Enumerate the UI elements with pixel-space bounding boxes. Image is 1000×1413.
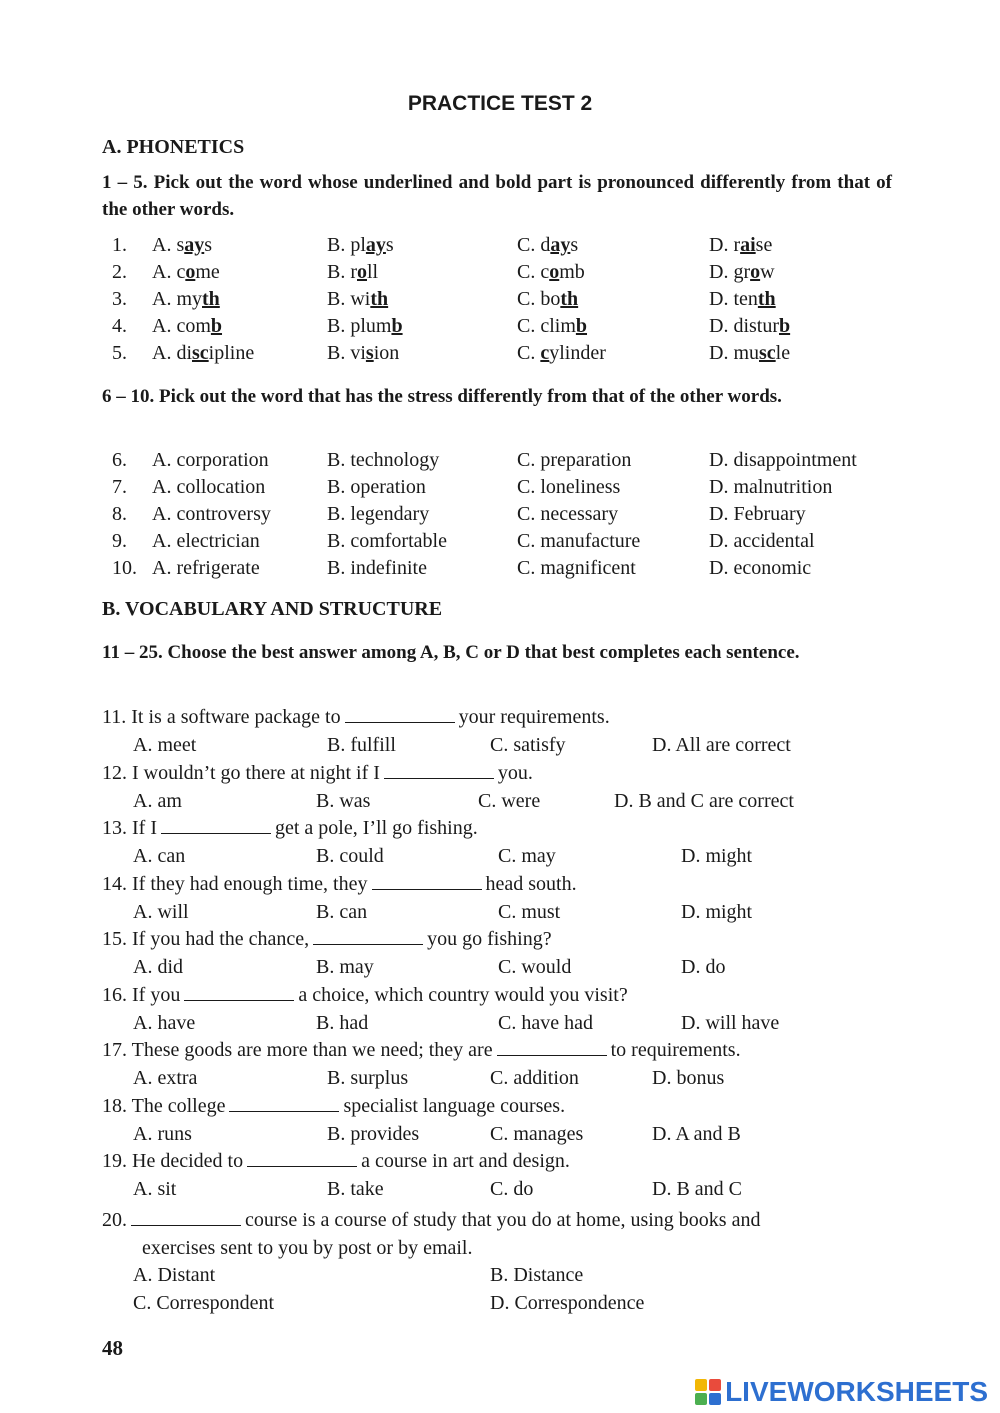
- option-b[interactable]: B. was: [316, 789, 371, 812]
- option-d[interactable]: D. will have: [681, 1011, 780, 1034]
- item-number: 7.: [112, 476, 127, 498]
- stress-row: [0, 503, 1000, 529]
- option-c[interactable]: C. days: [517, 234, 579, 256]
- option-a[interactable]: A. meet: [133, 734, 197, 756]
- liveworksheets-logo-icon: [695, 1379, 721, 1405]
- underlined-part: b: [210, 315, 223, 337]
- option-c[interactable]: C. preparation: [517, 449, 632, 471]
- option-d[interactable]: D. bonus: [652, 1067, 725, 1089]
- liveworksheets-watermark: [695, 1376, 988, 1408]
- item-number: 1.: [112, 234, 127, 256]
- option-b[interactable]: B. provides: [327, 1122, 420, 1145]
- option-c[interactable]: C. climb: [517, 315, 588, 337]
- option-b[interactable]: B. may: [316, 956, 374, 978]
- question-20-line2: exercises sent to you by post or by email.: [142, 1237, 473, 1259]
- option-a[interactable]: A. says: [152, 234, 213, 256]
- question-text: 11. It is a software package to: [102, 706, 341, 728]
- question-text: 16. If you: [102, 983, 181, 1006]
- question-text-end: head south.: [485, 872, 577, 895]
- option-a[interactable]: A. collocation: [152, 476, 266, 498]
- question-options: [0, 1067, 1000, 1093]
- question-stem: [102, 762, 533, 785]
- question-20-stem: [102, 1209, 760, 1232]
- option-b[interactable]: B. technology: [327, 449, 440, 471]
- item-number: 10.: [112, 557, 137, 579]
- section-b-heading: B. VOCABULARY AND STRUCTURE: [102, 598, 443, 620]
- question-stem: [102, 817, 478, 840]
- phonetics-row: [0, 234, 1000, 260]
- question-stem: [102, 1039, 741, 1062]
- underlined-part: th: [202, 288, 220, 310]
- underlined-part: o: [357, 261, 367, 283]
- question-text-end: you go fishing?: [427, 928, 552, 950]
- stress-row: [0, 557, 1000, 583]
- option-a[interactable]: A. sit: [133, 1178, 177, 1200]
- underlined-part: o: [185, 261, 196, 283]
- answer-blank[interactable]: [184, 984, 294, 1001]
- option-c[interactable]: C. would: [498, 956, 572, 978]
- underlined-part: o: [750, 261, 761, 283]
- underlined-part: th: [757, 288, 776, 310]
- underlined-part: s: [365, 342, 374, 364]
- option-a[interactable]: A. myth: [152, 288, 220, 310]
- item-number: 6.: [112, 449, 127, 471]
- question-options: [0, 1012, 1000, 1038]
- question-stem: [102, 706, 610, 729]
- option-d[interactable]: D. February: [709, 503, 806, 525]
- option-d[interactable]: D. B and C: [652, 1178, 742, 1200]
- answer-blank[interactable]: [313, 928, 423, 945]
- option-c[interactable]: C. manufacture: [517, 530, 641, 552]
- question-text: 14. If they had enough time, they: [102, 872, 368, 895]
- question-text: 19. He decided to: [102, 1150, 244, 1172]
- option-a[interactable]: A. electrician: [152, 530, 260, 552]
- answer-blank[interactable]: [497, 1039, 607, 1056]
- question-options: [0, 845, 1000, 871]
- question-stem: [102, 1095, 565, 1118]
- option-b[interactable]: B. could: [316, 845, 384, 867]
- item-number: 2.: [112, 261, 127, 283]
- option-c[interactable]: C. were: [478, 789, 541, 812]
- answer-blank[interactable]: [247, 1150, 357, 1167]
- question-text: 12. I wouldn’t go there at night if I: [102, 761, 380, 784]
- question-stem: [102, 928, 552, 951]
- question-stem: [102, 873, 577, 896]
- instruction-11-25: 11 – 25. Choose the best answer among A, B, C or D that best completes each sentence.: [102, 642, 800, 663]
- answer-blank[interactable]: [384, 762, 494, 779]
- option-d[interactable]: D. accidental: [709, 530, 815, 552]
- option-c[interactable]: C. may: [498, 845, 556, 867]
- page-title: PRACTICE TEST 2: [407, 92, 593, 115]
- question-stem: [102, 984, 628, 1007]
- option-d[interactable]: D. Correspondence: [490, 1292, 645, 1314]
- underlined-part: c: [540, 342, 550, 364]
- underlined-part: b: [575, 315, 588, 337]
- question-options: [0, 901, 1000, 927]
- option-a[interactable]: A. controversy: [152, 503, 271, 525]
- option-a[interactable]: A. extra: [133, 1067, 198, 1089]
- option-b[interactable]: B. can: [316, 900, 368, 923]
- option-d[interactable]: D. do: [681, 956, 726, 978]
- option-a[interactable]: A. come: [152, 261, 220, 283]
- stress-row: [0, 476, 1000, 502]
- question-text-end: to requirements.: [610, 1039, 741, 1061]
- option-a[interactable]: A. comb: [152, 315, 223, 337]
- question-20-options-row2: [0, 1292, 1000, 1318]
- answer-blank[interactable]: [345, 706, 455, 723]
- underlined-part: ay: [365, 234, 386, 256]
- question-options: [0, 1178, 1000, 1204]
- question-text: course is a course of study that you do at home, using books and: [245, 1209, 761, 1231]
- instruction-6-10: 6 – 10. Pick out the word that has the stress differently from that of the other words.: [102, 386, 782, 407]
- question-text-end: get a pole, I’ll go fishing.: [274, 817, 478, 839]
- phonetics-row: [0, 342, 1000, 368]
- stress-row: [0, 530, 1000, 556]
- page-number: 48: [102, 1336, 123, 1360]
- option-b[interactable]: B. vision: [327, 342, 400, 364]
- option-b[interactable]: B. with: [327, 288, 389, 310]
- option-c[interactable]: C. manages: [490, 1122, 584, 1145]
- option-b[interactable]: B. indefinite: [327, 557, 427, 579]
- option-d[interactable]: D. grow: [709, 261, 775, 283]
- option-a[interactable]: A. have: [133, 1011, 196, 1034]
- option-c[interactable]: C. have had: [498, 1011, 593, 1034]
- option-b[interactable]: B. operation: [327, 476, 426, 498]
- item-number: 9.: [112, 530, 127, 552]
- question-text: 15. If you had the chance,: [102, 928, 310, 950]
- underlined-part: b: [779, 315, 791, 337]
- option-a[interactable]: A. runs: [133, 1122, 192, 1145]
- option-b[interactable]: B. had: [316, 1011, 369, 1034]
- option-d[interactable]: D. tenth: [709, 288, 776, 310]
- watermark-text: LIVEWORKSHEETS: [725, 1376, 988, 1407]
- option-a[interactable]: A. corporation: [152, 449, 269, 471]
- option-a[interactable]: A. will: [133, 900, 189, 923]
- question-text-end: your requirements.: [458, 706, 610, 728]
- item-number: 5.: [112, 342, 127, 364]
- question-stem: [102, 1150, 570, 1173]
- stress-row: [0, 449, 1000, 475]
- option-d[interactable]: D. might: [681, 845, 753, 867]
- option-d[interactable]: D. economic: [709, 557, 812, 579]
- option-d[interactable]: D. All are correct: [652, 734, 791, 756]
- question-text-end: specialist language courses.: [343, 1094, 566, 1117]
- option-b[interactable]: B. roll: [327, 261, 379, 283]
- question-options: [0, 1123, 1000, 1149]
- answer-blank[interactable]: [372, 873, 482, 890]
- question-text: 13. If I: [102, 817, 157, 839]
- option-c[interactable]: C. necessary: [517, 503, 619, 525]
- option-d[interactable]: D. A and B: [652, 1122, 741, 1145]
- underlined-part: ai: [740, 234, 756, 256]
- option-a[interactable]: A. refrigerate: [152, 557, 260, 579]
- section-a-heading: A. PHONETICS: [102, 136, 245, 158]
- option-c[interactable]: C. magnificent: [517, 557, 636, 579]
- phonetics-row: [0, 261, 1000, 287]
- option-d[interactable]: D. malnutrition: [709, 476, 833, 498]
- question-text: 18. The college: [102, 1094, 226, 1117]
- answer-blank[interactable]: [131, 1209, 241, 1226]
- question-number: 20.: [102, 1209, 127, 1231]
- option-b[interactable]: B. comfortable: [327, 530, 447, 552]
- option-d[interactable]: D. disappointment: [709, 449, 857, 471]
- option-b[interactable]: B. Distance: [490, 1264, 584, 1286]
- item-number: 4.: [112, 315, 127, 337]
- option-d[interactable]: D. muscle: [709, 342, 791, 364]
- question-text-end: a choice, which country would you visit?: [298, 983, 628, 1006]
- option-c[interactable]: C. satisfy: [490, 734, 566, 756]
- instruction-1-5: 1 – 5. Pick out the word whose underlined and bold part is pronounced differently from that of the other words.: [102, 172, 892, 220]
- question-options: [0, 734, 1000, 760]
- option-b[interactable]: B. fulfill: [327, 734, 396, 756]
- option-a[interactable]: A. Distant: [133, 1264, 216, 1286]
- question-options: [0, 790, 1000, 816]
- underlined-part: ay: [550, 234, 571, 256]
- item-number: 8.: [112, 503, 127, 525]
- underlined-part: sc: [192, 342, 209, 364]
- question-text-end: a course in art and design.: [361, 1150, 570, 1172]
- underlined-part: sc: [759, 342, 776, 364]
- option-b[interactable]: B. plumb: [327, 315, 403, 337]
- answer-blank[interactable]: [161, 817, 271, 834]
- option-a[interactable]: A. discipline: [152, 342, 255, 364]
- option-a[interactable]: A. am: [133, 789, 182, 812]
- option-c[interactable]: C. loneliness: [517, 476, 621, 498]
- option-d[interactable]: D. B and C are correct: [614, 789, 794, 812]
- underlined-part: th: [370, 288, 389, 310]
- option-c[interactable]: C. addition: [490, 1067, 579, 1089]
- question-text: 17. These goods are more than we need; they are: [102, 1039, 493, 1061]
- question-options: [0, 956, 1000, 982]
- option-c[interactable]: C. Correspondent: [133, 1292, 275, 1314]
- option-a[interactable]: A. can: [133, 845, 186, 867]
- option-b[interactable]: B. legendary: [327, 503, 430, 525]
- phonetics-row: [0, 288, 1000, 314]
- option-c[interactable]: C. comb: [517, 261, 585, 283]
- underlined-part: b: [391, 315, 403, 337]
- option-b[interactable]: B. surplus: [327, 1067, 409, 1089]
- option-d[interactable]: D. might: [681, 900, 753, 923]
- option-c[interactable]: C. both: [517, 288, 579, 310]
- option-b[interactable]: B. take: [327, 1178, 384, 1200]
- answer-blank[interactable]: [229, 1095, 339, 1112]
- phonetics-row: [0, 315, 1000, 341]
- option-c[interactable]: C. do: [490, 1178, 534, 1200]
- underlined-part: ay: [184, 234, 205, 256]
- item-number: 3.: [112, 288, 127, 310]
- option-b[interactable]: B. plays: [327, 234, 394, 256]
- option-d[interactable]: D. raise: [709, 234, 773, 256]
- option-d[interactable]: D. disturb: [709, 315, 791, 337]
- underlined-part: o: [549, 261, 560, 283]
- option-c[interactable]: C. must: [498, 900, 561, 923]
- question-text-end: you.: [497, 761, 533, 784]
- underlined-part: th: [560, 288, 579, 310]
- question-20-options-row1: [0, 1264, 1000, 1290]
- option-a[interactable]: A. did: [133, 956, 183, 978]
- option-c[interactable]: C. cylinder: [517, 342, 606, 364]
